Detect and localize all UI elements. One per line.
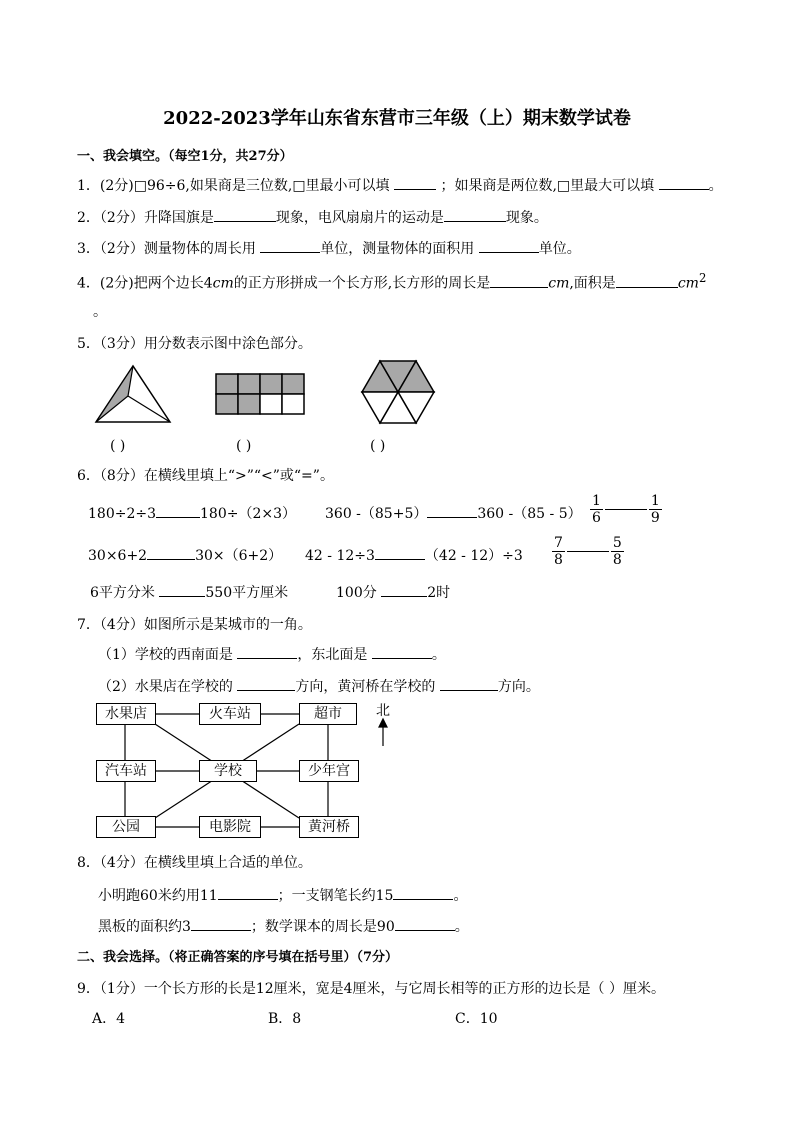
q7-sub-1 — [98, 644, 446, 664]
q7-s1-text-a: （1）学校的西南面是 — [98, 647, 233, 663]
q7-s1-blank-2[interactable] — [372, 644, 432, 659]
q6-r1-b-right: 360 -（85 - 5） — [477, 506, 582, 522]
q8-a-text: 小明跑60米约用11 — [98, 888, 218, 904]
map-youth-palace: 少年宫 — [299, 760, 359, 782]
q6-row3-a — [90, 582, 288, 602]
map-bus-station: 汽车站 — [96, 760, 156, 782]
q6-r3-a-blank[interactable] — [159, 582, 205, 597]
map-school: 学校 — [199, 760, 257, 782]
q6-r1-frac-blank[interactable] — [605, 509, 647, 510]
map-yellow-river-bridge: 黄河桥 — [299, 816, 359, 838]
q7-s1-blank-1[interactable] — [237, 644, 297, 659]
q2-text-a: 2．（2分）升降国旗是 — [77, 210, 214, 226]
q6-r2-b-left: 42 - 12÷3 — [305, 548, 375, 564]
q7-s2-blank-2[interactable] — [440, 676, 498, 691]
q1-text-c: 。 — [708, 178, 723, 194]
fraction: $\frac{5}{8}$ — [612, 535, 622, 568]
q6-r2-a-right: 30×（6+2） — [195, 548, 283, 564]
q6-r1-b-left: 360 -（85+5） — [325, 506, 428, 522]
q6-r3-b-blank[interactable] — [381, 582, 427, 597]
fraction: $\frac{1}{6}$ — [592, 493, 601, 526]
triangle-figure — [96, 366, 170, 422]
rectangle-grid-figure — [216, 374, 304, 414]
q8-blank-3[interactable] — [191, 916, 251, 931]
section-2-heading: 二、我会选择。（将正确答案的序号填在括号里）（7分） — [77, 950, 399, 965]
q6-r3-b-left: 100分 — [336, 585, 377, 601]
q6-row1-a — [88, 503, 296, 523]
map-cinema: 电影院 — [199, 816, 261, 838]
q6-row1-b — [325, 503, 582, 523]
q1-text-a: 1．(2分)□96÷6,如果商是三位数,□里最小可以填 — [77, 178, 390, 194]
q7-s1-text-b: ，东北面是 — [297, 647, 368, 663]
q4-unit-cm-3: cm — [677, 275, 699, 292]
q3-text-a: 3．（2分）测量物体的周长用 — [77, 241, 256, 257]
map-train-station: 火车站 — [199, 703, 261, 725]
q4-text-a: 4．(2分)把两个边长4 — [77, 275, 213, 292]
question-7: 7．（4分）如图所示是某城市的一角。 — [77, 617, 312, 633]
q8-b3-text: 。 — [454, 919, 469, 935]
q6-row2-frac — [552, 535, 624, 568]
north-arrow-icon — [379, 719, 387, 746]
fraction: $\frac{1}{9}$ — [650, 493, 660, 526]
q9-option-b[interactable]: B．8 — [268, 1011, 302, 1027]
q3-text-b: 单位，测量物体的面积用 — [320, 241, 475, 257]
q6-r1-a-right: 180÷（2×3） — [200, 506, 296, 522]
q6-r1-a-blank[interactable] — [156, 503, 200, 518]
q6-r3-a-left: 6平方分米 — [90, 585, 155, 601]
q4-unit-sup: 2 — [698, 271, 707, 285]
map-fruit-store: 水果店 — [96, 703, 156, 725]
q6-r2-b-right: （42 - 12）÷3 — [424, 548, 523, 564]
q6-r2-frac-blank[interactable] — [567, 551, 609, 552]
q8-a2-text: ；一支钢笔长约15 — [277, 888, 394, 904]
q8-a3-text: 。 — [453, 888, 468, 904]
hexagon-figure — [362, 361, 434, 423]
q2-text-c: 现象。 — [505, 210, 548, 226]
map-park: 公园 — [96, 816, 156, 838]
q8-row-2 — [98, 916, 469, 936]
q6-row3-b — [336, 582, 450, 602]
q7-s2-blank-1[interactable] — [237, 676, 295, 691]
q8-blank-1[interactable] — [218, 885, 278, 900]
q6-row2-a — [88, 545, 282, 565]
q5-answer-2[interactable]: ( ) — [236, 438, 252, 454]
q6-r2-a-left: 30×6+2 — [88, 548, 148, 564]
q4-unit-cm-1: cm — [212, 275, 234, 292]
q6-r3-a-right: 550平方厘米 — [205, 585, 289, 601]
q6-r1-a-left: 180÷2÷3 — [88, 506, 156, 522]
q4-text-c: ,面积是 — [569, 275, 616, 292]
q5-answer-3[interactable]: ( ) — [370, 438, 386, 454]
q7-s2-text-b: 方向，黄河桥在学校的 — [295, 679, 436, 695]
map-north-label: 北 — [376, 703, 390, 719]
q9-option-a[interactable]: A．4 — [92, 1011, 126, 1027]
q8-blank-2[interactable] — [393, 885, 453, 900]
question-5: 5．（3分）用分数表示图中涂色部分。 — [77, 336, 312, 352]
section-1-heading: 一、我会填空。（每空1分，共27分） — [77, 149, 293, 164]
q4-text-d: 。 — [93, 304, 107, 320]
q3-text-c: 单位。 — [538, 241, 581, 257]
q6-r3-b-right: 2时 — [427, 585, 451, 601]
q6-r2-b-blank[interactable] — [375, 545, 425, 560]
page-title: 2022-2023学年山东省东营市三年级（上）期末数学试卷 — [163, 108, 631, 129]
q6-row1-frac — [590, 493, 662, 526]
q5-answer-1[interactable]: ( ) — [110, 438, 126, 454]
q8-b2-text: ；数学课本的周长是90 — [250, 919, 395, 935]
q1-text-b: ；如果商是两位数,□里最大可以填 — [440, 178, 655, 194]
q6-r1-b-blank[interactable] — [427, 503, 477, 518]
q4-text-b: 的正方形拼成一个长方形,长方形的周长是 — [233, 275, 491, 292]
q7-s1-text-c: 。 — [431, 647, 446, 663]
q4-unit-cm-2: cm — [548, 275, 570, 292]
q7-s2-text-c: 方向。 — [497, 679, 540, 695]
map-supermarket: 超市 — [299, 703, 357, 725]
question-8: 8．（4分）在横线里填上合适的单位。 — [77, 855, 312, 871]
q7-sub-2 — [98, 676, 540, 696]
q6-r2-a-blank[interactable] — [147, 545, 195, 560]
question-9: 9．（1分）一个长方形的长是12厘米，宽是4厘米，与它周长相等的正方形的边长是（ ）厘米。 — [77, 981, 665, 997]
q9-option-c[interactable]: C．10 — [455, 1011, 498, 1027]
q8-blank-4[interactable] — [395, 916, 455, 931]
q8-b-text: 黑板的面积约3 — [98, 919, 191, 935]
q7-s2-text-a: （2）水果店在学校的 — [98, 679, 233, 695]
q8-row-1 — [98, 885, 467, 905]
question-6: 6．（8分）在横线里填上“>”“<”或“=”。 — [77, 468, 334, 484]
q2-text-b: 现象，电风扇扇片的运动是 — [275, 210, 444, 226]
q6-row2-b — [305, 545, 523, 565]
fraction: $\frac{7}{8}$ — [554, 535, 563, 568]
